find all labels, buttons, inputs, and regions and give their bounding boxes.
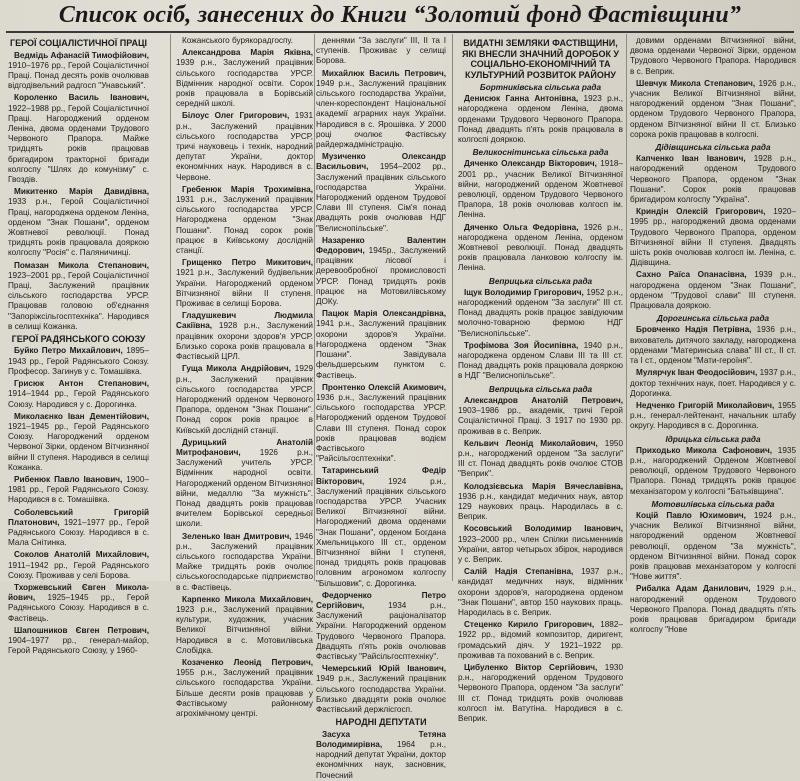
person-bio: 1903–1986 рр., академік, тричі Герой Соціалістичної Праці. З 1917 по 1930 рр. проживав в с. Веприк.	[458, 406, 623, 436]
person-name: Стеценко Кирило Григорович,	[464, 620, 595, 630]
person-bio: 1939 р.н., Заслужений працівник сільського господарства УРСР. Відмінник народної освіти. Сорок років працювала в Борівській середній школі.	[176, 58, 313, 109]
person-name: Шевчук Микола Степанович,	[636, 78, 756, 88]
person-entry	[316, 383, 446, 465]
person-name: Музиченко Олександр Васильович,	[316, 152, 446, 172]
person-entry	[8, 51, 149, 92]
person-bio: 1964 р.н., народний депутат України, доктор економічних наук, засновник, Почесний	[316, 739, 446, 780]
section-heading: ВИДАТНІ ЗЕМЛЯКИ ФАСТІВЩИНИ, ЯКІ ВНЕСЛИ ЗНАЧНИЙ ДОРОБОК У СОЦІАЛЬНО-ЕКОНОМІЧНИЙ ТА КУЛЬТУРНИЙ РОЗВИТОК РАЙОНУ	[461, 38, 620, 80]
person-bio: 1921 р.н., Заслужений будівельник України. Нагороджений орденом Вітчизняної війни II ступеня. Проживає в селищі Борова.	[176, 268, 313, 309]
person-bio: 1955 р.н., Заслужений працівник сільського господарства України. Більше десяти років працював у Фастівському районному агрохімічному центрі.	[176, 668, 313, 718]
person-bio: 1911–1942 рр., Герой Радянського Союзу. Проживав у селі Борова.	[8, 560, 149, 580]
person-name: Дурицький Анатолій Митрофанович,	[176, 437, 313, 457]
person-entry	[176, 48, 313, 109]
person-bio: 1924 р.н., учасник Великої Вітчизняної війни, нагороджений орденом Жовтневої революції, орденом "За мужність", орденом Вітчизняної війни. Понад сорок років працював механізатором у колгоспі "Нове життя".	[630, 510, 797, 582]
subsection-heading: Дорогинська сільська рада	[656, 314, 770, 324]
person-bio: 1928 р.н., нагороджений орденом Трудового Червоного Прапора, орденом "Знак Пошани". Сорок років працював бригадиром колгоспу "Україна".	[630, 154, 796, 205]
person-bio: 1930 р.н., нагороджений орденом Трудового Червоного Прапора, орденом "За заслуги" III ст. Понад тридцять років очолював колгосп ім. Ватутіна. Народився в с. Веприк.	[458, 662, 623, 723]
person-entry	[8, 346, 149, 377]
person-entry	[176, 438, 313, 530]
person-name: Дяченко Олександр Вікторович,	[464, 159, 597, 169]
person-bio: 1929 р.н., Заслужений працівник сільського господарства УРСР. Нагороджений орденом Червоного Прапора, орденом "Знак Пошани". Понад сорок років працює в Київській дослідній станції.	[176, 364, 313, 435]
person-entry	[316, 730, 446, 781]
person-name: Помазан Микола Степанович,	[14, 260, 149, 270]
person-bio: 1936 р.н., вихователь дитячого закладу, нагороджена орденами "Материнська слава" III ст., II ст. та I ст., орденом "Мати-героїня".	[630, 325, 797, 366]
person-entry	[316, 69, 446, 151]
person-bio: 1923 р.н., нагороджена орденом Леніна, двома орденами Трудового Червоного Прапора. Понад двадцять п'ять років працювала в колгоспі дояркою.	[458, 94, 624, 145]
person-bio: 1941 р.н., Заслужений працівник охорони здоров'я України. Нагороджена орденом "Знак Пошани". Завідувала фельдшерським пунктом с. Фастівець.	[316, 319, 446, 380]
person-bio: 1925–1945 рр., Герой Радянського Союзу. Народився в с. Фастівець.	[8, 593, 149, 623]
column-divider	[626, 34, 627, 581]
person-bio: 1949 р.н., Заслужений працівник сільського господарства України, член-кореспондент Національної академії аграрних наук України. Народився в с. Ярошівка. У 2000 році очолює Фастівську райдержадміністрацію.	[316, 78, 446, 150]
subsection-heading: Мотовилівська сільська рада	[651, 499, 775, 509]
person-entry	[458, 341, 623, 382]
person-entry	[176, 311, 313, 362]
person-bio: 1914–1944 рр., Герой Радянського Союзу. Народився у с. Дорогинка.	[8, 389, 149, 409]
person-name: Цибуленко Віктор Сергійович,	[464, 662, 598, 672]
person-entry	[8, 412, 149, 473]
person-name: Татаринський Федір Вікторович,	[316, 466, 446, 486]
person-name: Косовський Володимир Іванович,	[464, 524, 623, 534]
section-heading: ГЕРОЇ СОЦІАЛІСТИЧНОЇ ПРАЦІ	[9, 38, 148, 48]
person-entry	[316, 152, 446, 234]
person-name: Рибалка Адам Данилович,	[636, 584, 751, 594]
person-name: Гребенюк Марія Трохимівна,	[182, 184, 313, 194]
person-bio: 1923 р.н., Заслужений працівник культури, художник, учасник Великої Вітчизняної війни. Народився в с. Мотовилівська Слобідка.	[176, 604, 313, 655]
subsection-heading: Великоснітинська сільська рада	[472, 148, 609, 158]
person-name: Буйко Петро Михайлович,	[14, 346, 123, 356]
person-name: Коцій Павло Юхимович,	[636, 510, 746, 520]
person-bio: 1924 р.н., Заслужений працівник сільського господарства УРСР. Учасник Великої Вітчизняної війни. Нагороджений двома орденами "Знак Пошани", орденом Богдана Хмельницького III ст., орденом Вітчизняної війни I ступеня, понад тридцять років працював головним агрономом колгоспу "Більшовик", с. Дорогинка.	[316, 476, 446, 588]
person-entry	[458, 567, 623, 618]
person-entry	[630, 401, 796, 432]
person-entry	[630, 325, 796, 366]
person-bio: 1945р., Заслужений працівник лісової і деревообробної промисловості УРСР. Понад тридцять років працює на Мотовилівському ДОКу.	[316, 246, 446, 307]
title-rule	[6, 31, 794, 33]
section-heading: ГЕРОЇ РАДЯНСЬКОГО СОЮЗУ	[11, 333, 146, 344]
person-bio: 1882–1922 рр., відомий композитор, диригент, громадський діяч. У 1921–1922 рр. проживав та похований в с. Веприк.	[458, 620, 623, 660]
person-bio: 1955 р.н., генерал-лейтенант, начальник штабу округу. Народився в с. Дорогинка.	[630, 400, 796, 431]
person-entry	[630, 270, 796, 311]
person-bio: 1920–1995 рр., нагороджений двома орденами Трудового Червоного Прапора, орденом Вітчизняної війни II ступеня. Двадцять шість років очолював колгосп ім. Леніна, с. Дідівщина.	[630, 207, 796, 268]
person-entry	[458, 663, 623, 724]
text-column-3	[316, 36, 446, 780]
person-name: Федорченко Петро Сергійович,	[316, 590, 446, 610]
person-entry	[316, 236, 446, 307]
person-name: Денисюк Ганна Антонівна,	[464, 94, 579, 104]
person-name: Пронтенко Олексій Акимович,	[322, 382, 446, 392]
person-name: Білоус Олег Григорович,	[182, 111, 290, 121]
person-entry	[458, 439, 623, 480]
person-name: Чемерський Юрій Іванович,	[322, 664, 446, 674]
person-name: Тхоржевський Євген Миколайович,	[8, 582, 149, 603]
person-bio: 1931 р.н., Заслужений працівник сільського господарства УРСР, тричі науковець і технік, народний депутат України, доктор економічних наук. Народився в с. Червоне.	[176, 111, 313, 182]
person-entry	[316, 664, 446, 715]
person-name: Дяченко Ольга Федорівна,	[464, 222, 579, 232]
person-bio: 1910–1976 рр., Герой Соціалістичної Праці. Понад десять років очолював відгодівельний радгосп "Унавський".	[8, 60, 149, 91]
person-entry	[630, 368, 796, 399]
person-entry	[630, 511, 796, 582]
person-entry	[8, 261, 149, 332]
person-name: Криндін Олексій Григорович,	[636, 207, 766, 217]
person-bio: 1928 р.н., Заслужений працівник охорони здоров'я УРСР. Близько сорока років працювала в Фастівській ЦРЛ.	[176, 321, 313, 362]
person-entry	[458, 288, 623, 339]
person-bio: 1926 р.н., учасник Великої Вітчизняної війни, нагороджений орденом "Знак Пошани", орденом Трудового Червоного Прапора, орденом Вітчизняної війни II ст. Близько сорока років працював в колгоспі.	[630, 78, 796, 139]
person-bio: 1895–1943 рр., Герой Радянського Союзу. Професор. Загинув у с. Томашівка.	[8, 346, 149, 376]
person-entry	[458, 159, 623, 220]
person-name: Козаченко Леонід Петрович,	[182, 657, 313, 667]
person-entry	[630, 584, 796, 635]
person-name: Рибенюк Павло Іванович,	[14, 474, 123, 484]
person-name: Миколаєнко Іван Дементійович,	[14, 411, 149, 421]
section-heading: НАРОДНІ ДЕПУТАТИ	[335, 717, 427, 728]
person-name: Грисюк Антон Степанович,	[14, 379, 149, 389]
text-column-5	[630, 36, 797, 635]
person-entry	[630, 79, 796, 140]
text-column-1	[8, 36, 150, 656]
column-divider	[170, 34, 171, 581]
person-bio: 1926 р.н., Заслужений учитель УРСР. Відмінник народної освіти. Нагороджений орденом Вітчизняної війни, медаллю "За мужність". Понад двадцять років працював вчителем Борівської середньої школи.	[176, 447, 314, 529]
person-bio: 1904–1977 рр., генерал-майор, Герой Радянського Союзу, у 1960-	[8, 635, 149, 656]
person-entry	[316, 466, 446, 588]
person-entry	[176, 658, 313, 719]
person-bio: довими орденами Вітчизняної війни, двома орденами Червоної Зірки, орденом Трудового Червоного Прапора. Народився в с. Веприк.	[630, 36, 796, 76]
person-bio: Кожанського бурякорадгоспу.	[182, 36, 293, 45]
person-entry	[8, 626, 149, 657]
subsection-heading: Бортниківська сільська рада	[479, 83, 602, 92]
person-bio: 1949 р.н., Заслужений працівник сільського господарства України. Близько двадцяти років очолює Фастівський держлісгосп.	[316, 674, 446, 714]
person-bio: 1921–1977 рр., Герой Радянського Союзу. Народився в с. Мала Снітинка.	[8, 517, 149, 548]
person-name: Зеленько Іван Дмитрович,	[182, 531, 292, 541]
person-name: Сахно Раїса Опанасівна,	[636, 270, 747, 280]
person-name: Колодзієвська Марія Вячеславівна,	[464, 481, 623, 491]
person-name: Трофімова Зоя Йосипівна,	[464, 340, 579, 350]
subsection-heading: Веприцька сільська рада	[488, 384, 593, 394]
subsection-heading: Дідівщинська сільська рада	[655, 143, 771, 153]
column-divider	[314, 34, 315, 581]
person-name: Пацюк Марія Олександрівна,	[322, 309, 446, 319]
person-name: Ведмідь Афанасій Тимофійович,	[14, 50, 150, 60]
person-bio: 1952 р.н., нагороджений орденом "За заслуги" III ст. Понад двадцять років працює завідуючим молочно-товарною фермою НДГ "Велиснопільське".	[458, 287, 624, 338]
person-bio: 1946 р.н., Заслужений працівник сільського господарства України. Майже тридцять років очолює сільськогосподарське підприємство в с. Фастівець.	[176, 531, 313, 592]
person-entry	[176, 36, 313, 46]
person-entry	[8, 379, 149, 410]
person-bio: 1940 р.н., нагороджена орденом Слави III та III ст. Понад двадцять років працювала дояркою в НДГ "Велиснопільське".	[458, 340, 623, 381]
page-title: Список осіб, занесених до Книги “Золотий фонд Фастівщини”	[58, 2, 742, 28]
person-name: Іщук Володимир Григорович,	[464, 287, 584, 297]
person-name: Грищенко Петро Микитович,	[182, 258, 313, 268]
person-entry	[8, 583, 149, 624]
person-entry	[176, 258, 313, 309]
person-name: Александрова Марія Яківна,	[182, 48, 313, 58]
person-bio: 1954–2002 рр., Заслужений працівник сільського господарства України. Нагороджений орденом Трудової Слави III ступеня. Сім'я понад двадцять років очолював НДГ "Велиснопільське".	[316, 162, 446, 233]
person-name: Засуха Тетяна Володимирівна,	[316, 729, 446, 749]
person-name: Салій Надія Степанівна,	[464, 567, 574, 577]
person-entry	[8, 550, 149, 581]
person-bio: 1929 р.н., нагороджений орденом Трудового Червоного Прапора. Понад двадцять п'ять років працював бригадиром бригади колгоспу "Нове	[630, 584, 797, 635]
person-bio: 1931 р.н., Заслужений працівник сільського господарства УРСР. Нагороджена орденом "Знак Пошани". Понад сорок років працює в Київському дослідній станції.	[176, 195, 313, 256]
person-entry	[458, 396, 623, 437]
person-name: Гладушкевич Людмила Сакіївна,	[176, 311, 313, 331]
person-bio: 1918–2001 рр., учасник Великої Вітчизняної війни, нагороджений орденом Жовтневої революції, орденом Трудового Червоного Прапора, 18 років очолював колгосп ім. Леніна.	[458, 159, 623, 220]
subsection-heading: Веприцька сільська рада	[488, 276, 593, 286]
person-entry	[316, 309, 446, 380]
person-entry	[8, 187, 149, 258]
person-name: Михайлюк Василь Петрович,	[322, 68, 446, 78]
person-entry	[176, 532, 313, 593]
person-name: Шапошников Євген Петрович,	[14, 625, 149, 635]
person-name: Капченко Іван Іванович,	[636, 154, 746, 164]
person-entry	[8, 475, 149, 506]
person-name: Недченко Григорій Миколайович,	[636, 400, 775, 410]
person-entry	[458, 482, 623, 523]
person-name: Приходько Микола Сафонович,	[636, 445, 772, 455]
person-name: Мулярчук Іван Феодосійович,	[636, 368, 758, 378]
person-entry	[458, 620, 623, 661]
person-bio: 1923–2000 рр., член Спілки письменників України, автор четырьох збірок, народився у с. Веприк.	[458, 534, 623, 564]
person-entry	[8, 93, 149, 185]
person-entry	[316, 591, 446, 662]
person-entry	[176, 364, 313, 435]
person-bio: 1936 р.н., кандидат медичних наук, автор 129 наукових праць. Народилась в с. Веприк.	[458, 491, 623, 522]
person-entry	[176, 595, 313, 656]
person-entry	[458, 524, 623, 565]
person-bio: 1923–2001 рр., Герой Соціалістичної Праці, Заслужений працівник сільського господарства УРСР. Працював головою об'єднання "Запоріжсільгосптехніка". Народився в селищі Кожанка.	[8, 270, 149, 331]
person-entry	[458, 94, 623, 145]
person-bio: 1935 р.н., нагороджений Орденом Жовтневої революції, орденом Трудового Червоного Прапора. Понад тридцять років працює механізатором у колгоспі "Батьківщина".	[630, 445, 796, 496]
person-bio: 1900–1981 рр., Герой Радянського Союзу. Народився в с. Томашівка.	[8, 474, 149, 505]
person-name: Карпенко Микола Михайлович,	[182, 594, 313, 604]
person-name: Соколов Анатолій Михайлович,	[14, 550, 149, 560]
person-entry	[8, 508, 149, 549]
person-name: Бровченко Надія Петрівна,	[636, 325, 752, 335]
person-bio: 1921–1945 рр., Герой Радянського Союзу. Нагороджений орденом Червоної Зірки, орденом Вітчизняної війни II ступеня. Народився в селищі Кожанка.	[8, 421, 149, 472]
person-bio: 1937 р.н., доктор технічних наук, поет. Народився у с. Дорогинка.	[630, 368, 796, 398]
person-bio: 1934 р.н., Заслужений раціоналізатор України. Нагороджений орденом Трудового Червоного Прапора. Двадцять п'ять років очолював Фастівську "Райсільгосптехніку".	[316, 600, 446, 661]
person-entry	[630, 36, 796, 77]
person-entry	[458, 223, 623, 274]
person-bio: 1939 р.н., нагороджена орденом "Знак Пошани", орденом "Трудової слави" III ступеня. Працювала дояркою.	[630, 270, 797, 311]
person-name: Назаренко Валентин Федорович,	[316, 235, 446, 256]
subsection-heading: Ідрицька сільська рада	[665, 434, 761, 444]
text-column-4	[458, 36, 624, 723]
person-entry	[176, 185, 313, 256]
person-bio: 1926 р.н., нагороджена орденом Леніна, орденом Жовтневої революції. Понад двадцять років працювала ланковою колгоспу ім. Леніна.	[458, 222, 624, 273]
person-name: Короленко Василь Іванович,	[14, 93, 149, 103]
person-bio: 1933 р.н., Герой Соціалістичної Праці, нагороджена орденом Леніна, орденом "Знак Пошани", орденом Жовтневої революції. Понад тридцять років працювала дояркою колгоспу "Росія" с. Паляничинці.	[8, 197, 149, 258]
person-entry	[316, 36, 446, 67]
person-name: Кельвич Леонід Миколайович,	[464, 438, 598, 448]
person-name: Соболевський Григорій Платонович,	[8, 507, 149, 527]
text-column-2	[176, 36, 314, 718]
person-entry	[630, 207, 796, 268]
person-name: Александров Анатолій Петрович,	[464, 395, 623, 405]
person-entry	[630, 154, 796, 205]
person-bio: 1950 р.н., нагороджений орденом "За заслуги" III ст. Понад двадцять років очолює СТОВ "Веприк".	[458, 438, 623, 479]
person-bio: 1922–1988 рр., Герой Соціалістичної Праці. Нагороджений орденом Леніна, двома орденами Трудового Червоного Прапора. Майже тридцять років працював бригадиром тракторної бригади колгоспу "Шлях до комунізму" с. Гвоздів.	[8, 103, 149, 184]
person-bio: 1936 р.н., Заслужений працівник сільського господарства УРСР. Нагороджений орденом Трудової Слави III ступеня. Понад сорок років працював водієм Фастівського "Райсільгосптехніки".	[316, 392, 446, 464]
column-divider	[452, 34, 453, 581]
person-bio: деннями "За заслуги" III, II та I ступенів. Проживає у селищі Борова.	[316, 36, 446, 66]
person-entry	[176, 111, 313, 182]
person-entry	[630, 446, 796, 497]
person-name: Микитенко Марія Давидівна,	[14, 187, 149, 197]
person-bio: 1937 р.н., кандидат медичних наук, відмінник охорони здоров'я, нагороджена орденом "Знак Пошани", автор 150 наукових праць. Народилась в с. Веприк.	[458, 567, 624, 617]
person-name: Гуща Микола Андрійович,	[182, 364, 291, 374]
